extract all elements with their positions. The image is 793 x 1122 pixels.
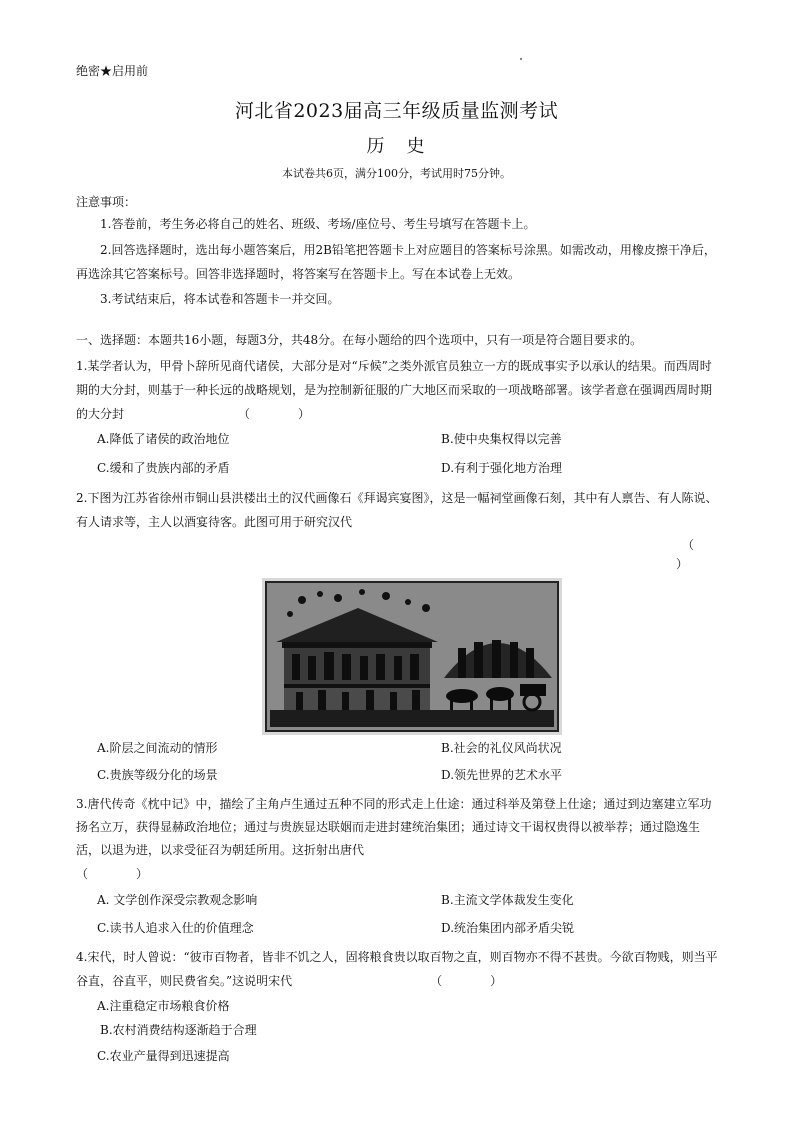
q1-option-d: D.有利于强化地方治理 xyxy=(441,461,563,475)
subject-title: 历 史 xyxy=(366,136,427,157)
q2-answer-paren-open: （ xyxy=(682,538,695,552)
q4-option-c: C.农业产量得到迅速提高 xyxy=(97,1049,230,1063)
question-3-stem: 3.唐代传奇《枕中记》中，描绘了主角卢生通过五种不同的形式走上仕途：通过科举及第登上仕途；通过到边塞建立军功扬名立万，获得显赫政治地位；通过与贵族显达联姻而走进封建统治集团；通过诗文干谒权贵得以被举荐；通过隐逸生活，以退为进，以求受征召为朝廷所用。这折射出唐代 xyxy=(76,797,712,857)
notes-heading: 注意事项： xyxy=(76,195,137,209)
exam-title: 河北省2023届高三年级质量监测考试 xyxy=(234,100,559,122)
q1-option-c: C.缓和了贵族内部的矛盾 xyxy=(97,461,230,475)
question-1-stem: 1.某学者认为，甲骨卜辞所见商代诸侯，大部分是对“斥候”之类外派官员独立一方的既成事实予以承认的结果。而西周时期的大分封，则基于一种长远的战略规划，是为控制新征服的广大地区而采取的一项战略部署。该学者意在强调西周时期的大分封 （ ） xyxy=(76,359,713,421)
q4-option-a: A.注重稳定市场粮食价格 xyxy=(97,999,230,1013)
question-2-stem: 2.下图为江苏省徐州市铜山县洪楼出土的汉代画像石《拜谒宾宴图》，这是一幅祠堂画像石刻，其中有人禀告、有人陈说、有人请求等，主人以酒宴待客。此图可用于研究汉代 xyxy=(76,491,718,529)
exam-info: 本试卷共6页，满分100分，考试用时75分钟。 xyxy=(282,167,511,180)
q1-option-a: A.降低了诸侯的政治地位 xyxy=(97,432,230,446)
q2-option-a: A.阶层之间流动的情形 xyxy=(97,741,218,755)
q2-answer-paren-close: ） xyxy=(676,557,689,571)
note-item-1: 1.答卷前，考生务必将自己的姓名、班级、考场/座位号、考生号填写在答题卡上。 xyxy=(100,217,536,231)
q2-option-b: B.社会的礼仪风尚状况 xyxy=(441,741,562,755)
q4-option-b: B.农村消费结构逐渐趋于合理 xyxy=(100,1023,257,1037)
q1-option-b: B.使中央集权得以完善 xyxy=(441,432,562,446)
q3-option-c: C.读书人追求入仕的价值理念 xyxy=(97,921,254,935)
q3-option-d: D.统治集团内部矛盾尖锐 xyxy=(441,921,575,935)
question-4-stem: 4.宋代，时人曾说：“彼市百物者，皆非不饥之人，固将粮食贵以取百物之直，则百物亦不得不甚贵。今欲百物贱，则当平谷直，谷直平，则民费省矣。”这说明宋代 （ ） xyxy=(76,950,718,988)
note-item-3: 3.考试结束后，将本试卷和答题卡一并交回。 xyxy=(100,292,340,306)
q3-answer-paren: （ ） xyxy=(76,867,149,881)
q2-option-c: C.贵族等级分化的场景 xyxy=(97,768,218,782)
scan-speck xyxy=(520,58,522,60)
note-item-2: 2.回答选择题时，选出每小题答案后，用2B铅笔把答题卡上对应题目的答案标号涂黑。如需改动，用橡皮擦干净后，再选涂其它答案标号。回答非选择题时，将答案写在答题卡上。写在本试卷上无效。 xyxy=(76,243,716,281)
q3-option-b: B.主流文学体裁发生变化 xyxy=(441,893,574,907)
stone-relief-image xyxy=(262,578,562,735)
section-heading: 一、选择题：本题共16小题，每题3分，共48分。在每小题给的四个选项中，只有一项是符合题目要求的。 xyxy=(76,333,643,347)
q2-option-d: D.领先世界的艺术水平 xyxy=(441,768,563,782)
q3-option-a: A. 文学创作深受宗教观念影响 xyxy=(97,893,258,907)
secret-mark: 绝密★启用前 xyxy=(76,64,149,78)
